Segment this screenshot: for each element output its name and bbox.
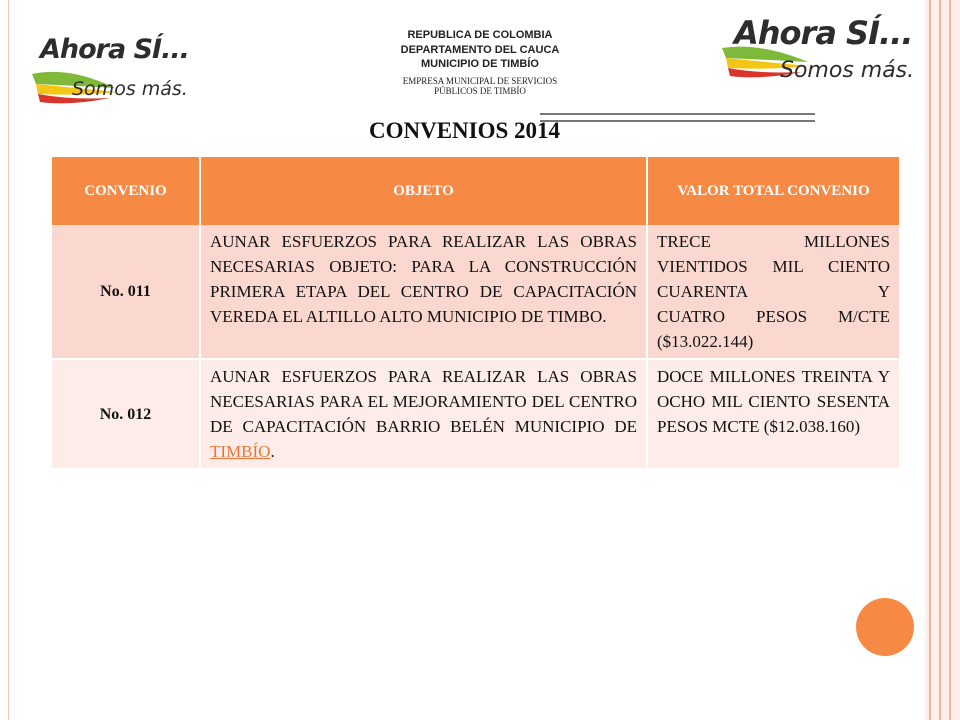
column-header-convenio: CONVENIO — [52, 157, 200, 225]
institution-header — [350, 28, 610, 96]
valor-text-main: TRECE MILLONES VIENTIDOS MIL CIENTO CUARENTA Y — [657, 232, 890, 301]
header-company-line2: PÚBLICOS DE TIMBÍO — [434, 85, 526, 96]
logo-somos-text: Somos más. — [72, 78, 188, 100]
convenio-objeto: AUNAR ESFUERZOS PARA REALIZAR LAS OBRAS NECESARIAS OBJETO: PARA LA CONSTRUCCIÓN PRIMERA ETAPA DEL CENTRO DE CAPACITACIÓN VEREDA EL ALTILLO ALTO MUNICIPIO DE TIMBO. — [200, 225, 647, 359]
frame-stripe — [949, 0, 951, 720]
table-row — [52, 225, 900, 359]
convenios-table — [52, 157, 901, 470]
table-header-row — [52, 157, 900, 225]
ahora-si-logo-left — [30, 26, 189, 116]
objeto-period: . — [270, 442, 275, 461]
convenio-valor — [647, 225, 900, 359]
header-rule — [540, 113, 815, 115]
convenio-number: No. 011 — [52, 225, 200, 359]
valor-text-main: DOCE MILLONES TREINTA Y OCHO MIL CIENTO SESENTA — [657, 367, 890, 411]
logo-ahora-text: Ahora SÍ... — [40, 34, 189, 65]
frame-stripe — [929, 0, 931, 720]
objeto-text: AUNAR ESFUERZOS PARA REALIZAR LAS OBRAS NECESARIAS PARA EL MEJORAMIENTO DEL CENTRO DE CAPACITACIÓN BARRIO BELÉN MUNICIPIO DE — [210, 367, 637, 436]
frame-stripe — [939, 0, 941, 720]
ahora-si-logo-right — [720, 14, 915, 89]
convenio-objeto — [200, 359, 647, 469]
timbio-link[interactable]: TIMBÍO — [210, 442, 271, 461]
convenio-number: No. 012 — [52, 359, 200, 469]
slide-frame-left — [8, 0, 9, 720]
header-department: DEPARTAMENTO DEL CAUCA — [400, 43, 560, 56]
column-header-objeto: OBJETO — [200, 157, 647, 225]
page-title: CONVENIOS 2014 — [369, 118, 561, 143]
column-header-valor: VALOR TOTAL CONVENIO — [647, 157, 900, 225]
slide-frame-right — [925, 0, 960, 720]
decorative-orange-circle — [856, 598, 914, 656]
logo-somos-text: Somos más. — [780, 58, 915, 83]
logo-ahora-text: Ahora SÍ... — [734, 14, 913, 52]
table-row — [52, 359, 900, 469]
convenio-valor — [647, 359, 900, 469]
valor-text-tail: CUATRO PESOS M/CTE ($13.022.144) — [657, 307, 890, 351]
header-rule — [540, 120, 815, 122]
valor-text-tail: PESOS MCTE ($12.038.160) — [657, 417, 861, 436]
header-country: REPUBLICA DE COLOMBIA — [407, 29, 553, 41]
header-company-line1: EMPRESA MUNICIPAL DE SERVICIOS — [402, 75, 558, 86]
header-municipality: MUNICIPIO DE TIMBÍO — [421, 58, 539, 70]
